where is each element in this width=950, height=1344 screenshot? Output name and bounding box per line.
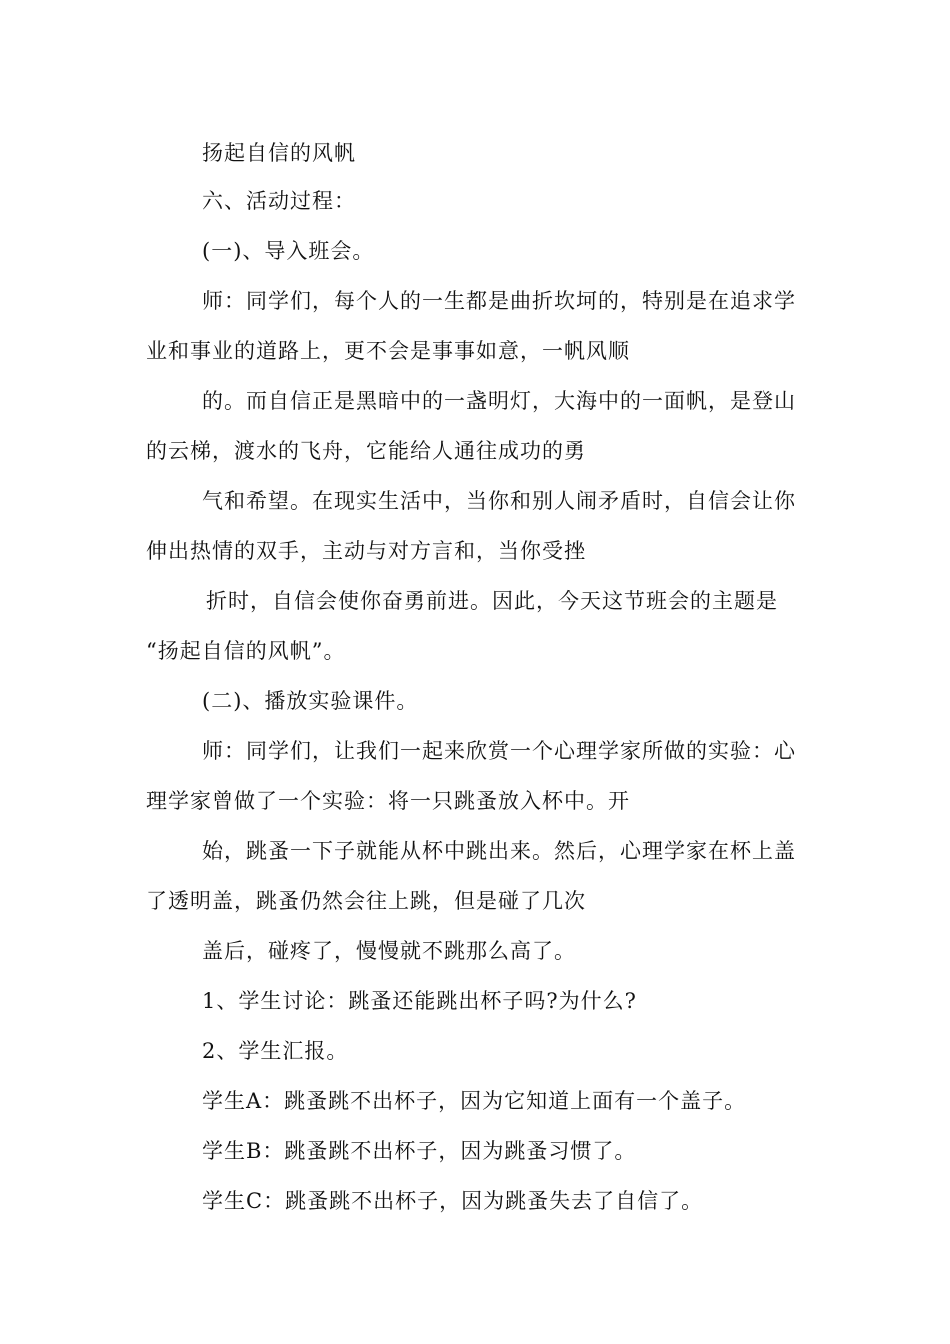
paragraph-line: 了透明盖，跳蚤仍然会往上跳，但是碰了几次 bbox=[146, 889, 586, 913]
paragraph-line: 盖后，碰疼了，慢慢就不跳那么高了。 bbox=[202, 939, 576, 963]
section-title: 扬起自信的风帆 bbox=[202, 141, 356, 165]
paragraph-line: 折时，自信会使你奋勇前进。因此，今天这节班会的主题是 bbox=[206, 589, 778, 613]
paragraph-line: 始，跳蚤一下子就能从杯中跳出来。然后，心理学家在杯上盖 bbox=[202, 839, 796, 863]
subheading-intro: (一)、导入班会。 bbox=[202, 239, 375, 263]
paragraph-line: “扬起自信的风帆”。 bbox=[146, 639, 346, 663]
paragraph-line: 的。而自信正是黑暗中的一盏明灯，大海中的一面帆，是登山 bbox=[202, 389, 796, 413]
paragraph-line: 师：同学们，每个人的一生都是曲折坎坷的，特别是在追求学 bbox=[202, 289, 796, 313]
paragraph-line: 师：同学们，让我们一起来欣赏一个心理学家所做的实验：心 bbox=[202, 739, 796, 763]
subheading-experiment: (二)、播放实验课件。 bbox=[202, 689, 419, 713]
paragraph-line: 的云梯，渡水的飞舟，它能给人通往成功的勇 bbox=[146, 439, 586, 463]
student-answer: 学生B：跳蚤跳不出杯子，因为跳蚤习惯了。 bbox=[202, 1139, 637, 1163]
student-answer: 学生C：跳蚤跳不出杯子，因为跳蚤失去了自信了。 bbox=[202, 1189, 704, 1213]
paragraph-line: 伸出热情的双手，主动与对方言和，当你受挫 bbox=[146, 539, 586, 563]
student-answer: 学生A：跳蚤跳不出杯子，因为它知道上面有一个盖子。 bbox=[202, 1089, 747, 1113]
paragraph-line: 业和事业的道路上，更不会是事事如意，一帆风顺 bbox=[146, 339, 630, 363]
heading-activity-process: 六、活动过程： bbox=[202, 189, 356, 213]
list-item: 2、学生汇报。 bbox=[202, 1039, 349, 1063]
paragraph-line: 理学家曾做了一个实验：将一只跳蚤放入杯中。开 bbox=[146, 789, 630, 813]
list-item: 1、学生讨论：跳蚤还能跳出杯子吗?为什么? bbox=[202, 989, 637, 1013]
paragraph-line: 气和希望。在现实生活中，当你和别人闹矛盾时，自信会让你 bbox=[202, 489, 796, 513]
